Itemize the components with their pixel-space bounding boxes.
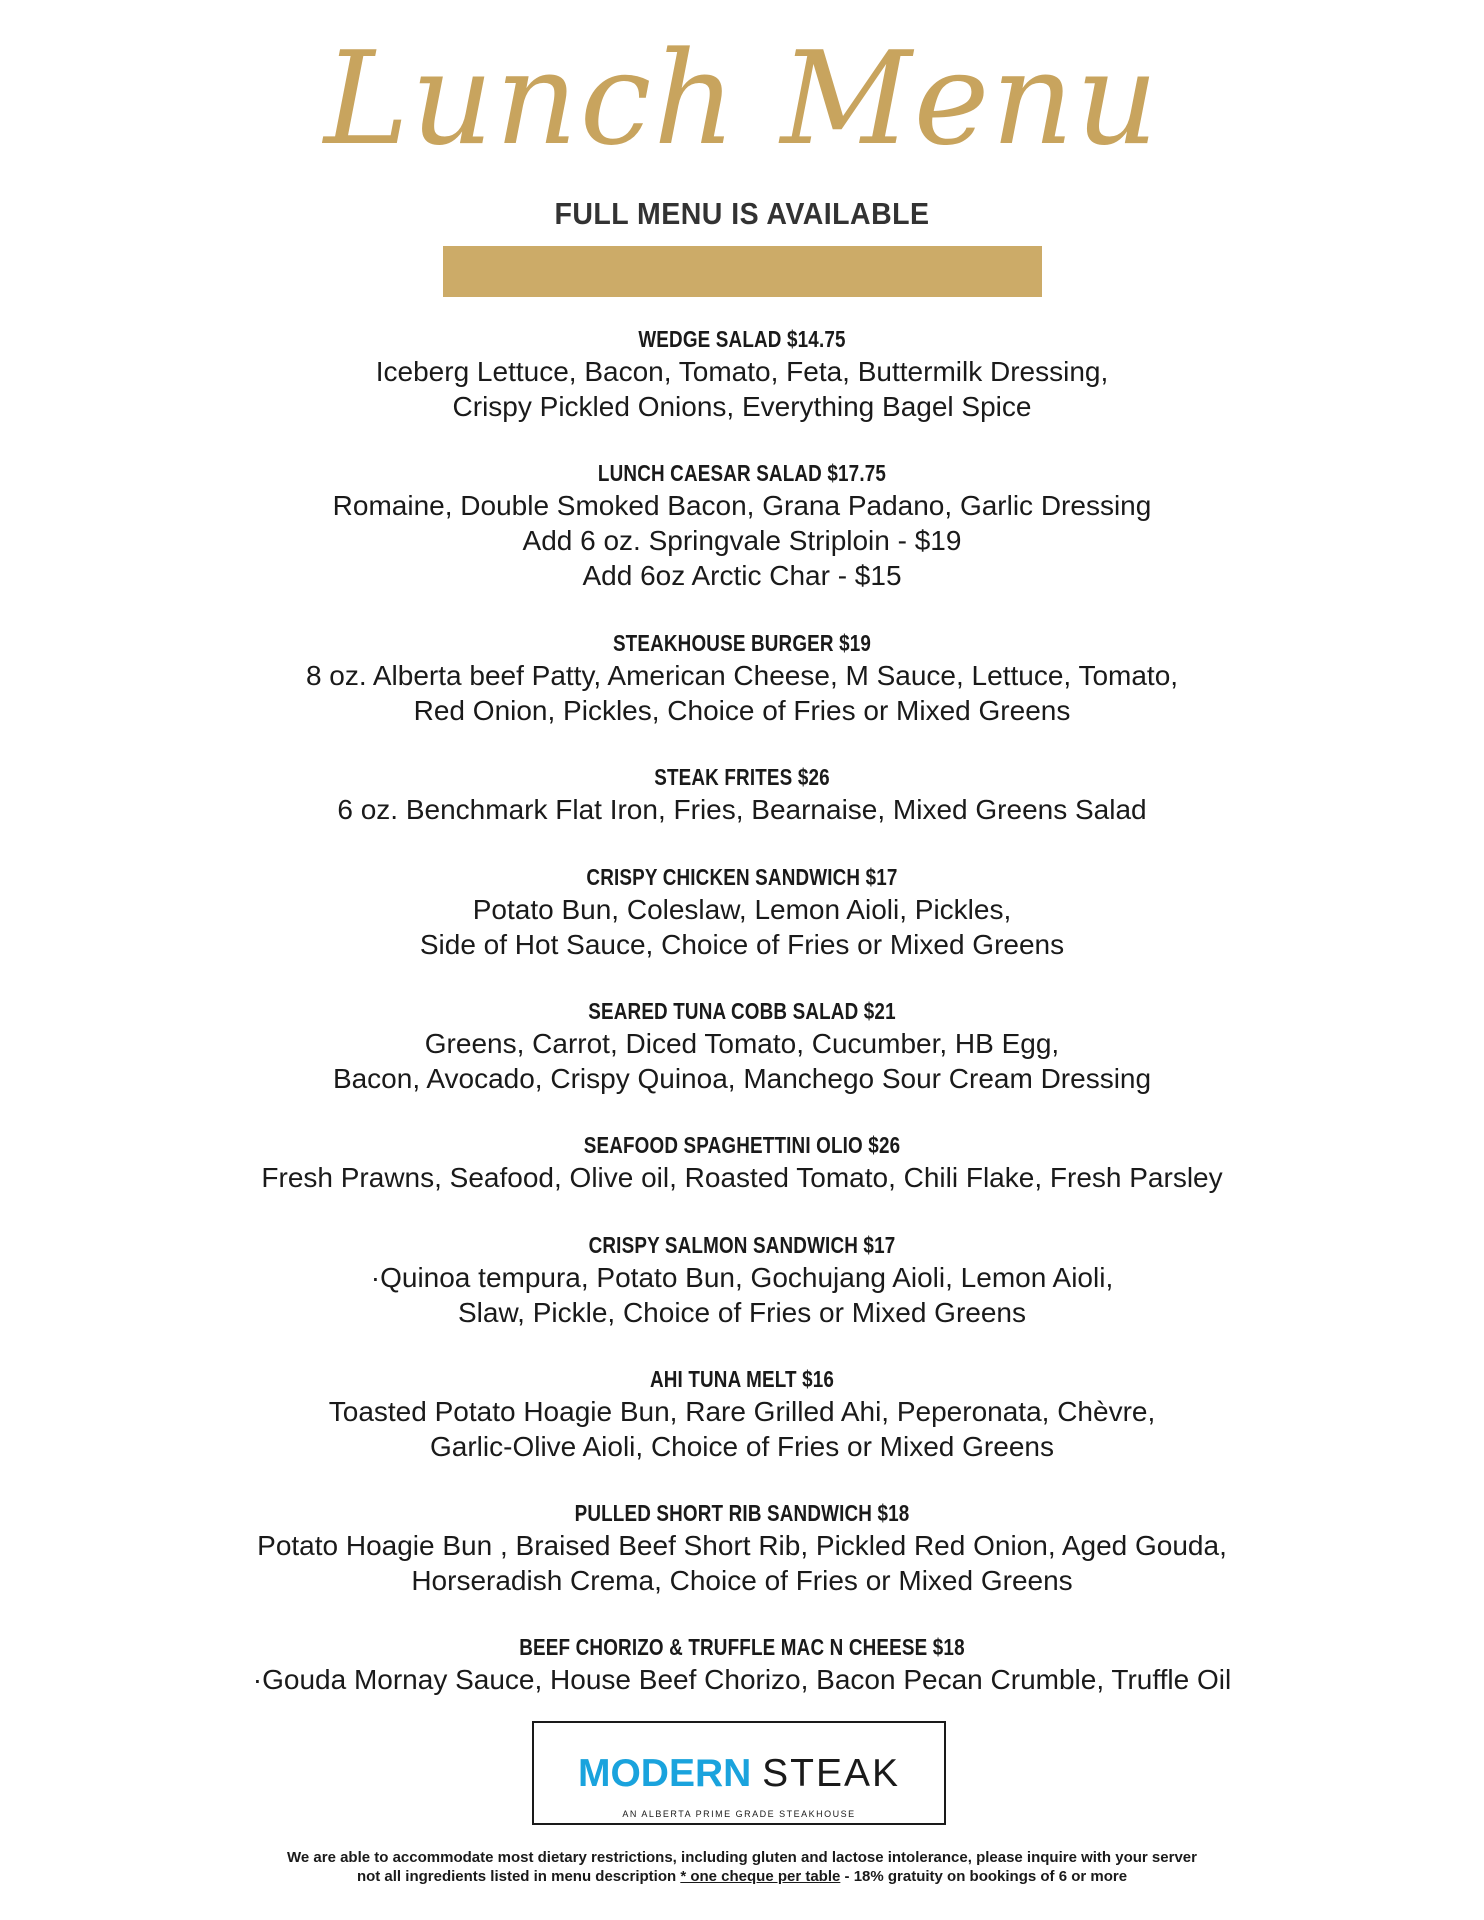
menu-item-pulled-short-rib-sandwich [0, 1498, 1484, 1632]
footnote-gratuity-note: - 18% gratuity on bookings of 6 or more [840, 1868, 1128, 1885]
menu-item-wedge-salad [0, 324, 1484, 458]
footnote-ingredients-note: not all ingredients listed in menu description [356, 1868, 681, 1885]
lunch-menu-script-title: Lunch Menu [323, 25, 1161, 174]
item-name: SEARED TUNA COBB SALAD $21 [588, 998, 896, 1024]
menu-item-seafood-spaghettini-olio [0, 1130, 1484, 1230]
description-line: Red Onion, Pickles, Choice of Fries or Mixed Greens [413, 695, 1071, 726]
menu-item-crispy-chicken-sandwich [0, 862, 1484, 996]
item-description [0, 1662, 1484, 1697]
item-description [0, 354, 1484, 424]
item-name: AHI TUNA MELT $16 [649, 1366, 835, 1392]
description-line: Add 6 oz. Springvale Striploin - $19 [522, 525, 962, 556]
item-description [0, 892, 1484, 962]
description-line: Bacon, Avocado, Crispy Quinoa, Manchego Sour Cream Dressing [332, 1063, 1152, 1094]
description-line: Slaw, Pickle, Choice of Fries or Mixed Greens [458, 1297, 1026, 1328]
description-line: Toasted Potato Hoagie Bun, Rare Grilled Ahi, Peperonata, Chèvre, [328, 1396, 1156, 1427]
description-line: 6 oz. Benchmark Flat Iron, Fries, Bearnaise, Mixed Greens Salad [337, 794, 1147, 825]
menu-subtitle: FULL MENU IS AVAILABLE [554, 196, 930, 231]
logo-word-modern: MODERN [577, 1752, 752, 1795]
item-name: LUNCH CAESAR SALAD $17.75 [597, 460, 887, 486]
item-description [0, 1528, 1484, 1598]
item-description [0, 792, 1484, 827]
description-line: Add 6oz Arctic Char - $15 [582, 560, 902, 591]
description-line: ·Quinoa tempura, Potato Bun, Gochujang Aioli, Lemon Aioli, [370, 1262, 1114, 1293]
logo-tagline: AN ALBERTA PRIME GRADE STEAKHOUSE [622, 1809, 856, 1819]
menu-item-beef-chorizo-mac-n-cheese [0, 1632, 1484, 1732]
item-description [0, 1026, 1484, 1096]
description-line: Horseradish Crema, Choice of Fries or Mixed Greens [411, 1565, 1073, 1596]
description-line: Romaine, Double Smoked Bacon, Grana Padano, Garlic Dressing [332, 490, 1152, 521]
menu-item-steak-frites [0, 762, 1484, 862]
footnote-cheque-note: * one cheque per table [680, 1868, 841, 1885]
item-name: CRISPY SALMON SANDWICH $17 [588, 1232, 896, 1258]
menu-items [0, 324, 1484, 1732]
item-description [0, 488, 1484, 593]
dietary-footnote [0, 1848, 1484, 1886]
item-name: STEAK FRITES $26 [654, 764, 830, 790]
item-description [0, 1160, 1484, 1195]
footnote-line-2 [0, 1867, 1484, 1886]
description-line: 8 oz. Alberta beef Patty, American Cheese, M Sauce, Lettuce, Tomato, [305, 660, 1179, 691]
item-name: PULLED SHORT RIB SANDWICH $18 [574, 1500, 910, 1526]
description-line: Fresh Prawns, Seafood, Olive oil, Roasted Tomato, Chili Flake, Fresh Parsley [261, 1162, 1223, 1193]
menu-item-ahi-tuna-melt [0, 1364, 1484, 1498]
description-line: ·Gouda Mornay Sauce, House Beef Chorizo, Bacon Pecan Crumble, Truffle Oil [252, 1664, 1232, 1695]
modern-steak-logo [532, 1721, 946, 1825]
menu-item-steakhouse-burger [0, 628, 1484, 762]
item-name: STEAKHOUSE BURGER $19 [612, 630, 872, 656]
logo-word-steak: STEAK [762, 1752, 901, 1795]
description-line: Greens, Carrot, Diced Tomato, Cucumber, HB Egg, [424, 1028, 1060, 1059]
item-description [0, 1394, 1484, 1464]
item-name: SEAFOOD SPAGHETTINI OLIO $26 [583, 1132, 901, 1158]
description-line: Garlic-Olive Aioli, Choice of Fries or Mixed Greens [430, 1431, 1054, 1462]
logo-wordmark [534, 1753, 944, 1795]
item-description [0, 658, 1484, 728]
footnote-line-1: We are able to accommodate most dietary restrictions, including gluten and lactose intolerance, please inquire with your server [287, 1849, 1197, 1866]
description-line: Crispy Pickled Onions, Everything Bagel Spice [452, 391, 1032, 422]
gold-divider-bar [443, 246, 1042, 297]
menu-item-crispy-salmon-sandwich [0, 1230, 1484, 1364]
item-name: WEDGE SALAD $14.75 [638, 326, 846, 352]
menu-item-lunch-caesar-salad [0, 458, 1484, 628]
description-line: Potato Bun, Coleslaw, Lemon Aioli, Pickles, [472, 894, 1012, 925]
item-description [0, 1260, 1484, 1330]
item-name: BEEF CHORIZO & TRUFFLE MAC N CHEESE $18 [519, 1634, 965, 1660]
description-line: Side of Hot Sauce, Choice of Fries or Mixed Greens [419, 929, 1065, 960]
menu-item-seared-tuna-cobb-salad [0, 996, 1484, 1130]
item-name: CRISPY CHICKEN SANDWICH $17 [586, 864, 898, 890]
description-line: Iceberg Lettuce, Bacon, Tomato, Feta, Buttermilk Dressing, [375, 356, 1109, 387]
description-line: Potato Hoagie Bun , Braised Beef Short Rib, Pickled Red Onion, Aged Gouda, [257, 1530, 1227, 1561]
